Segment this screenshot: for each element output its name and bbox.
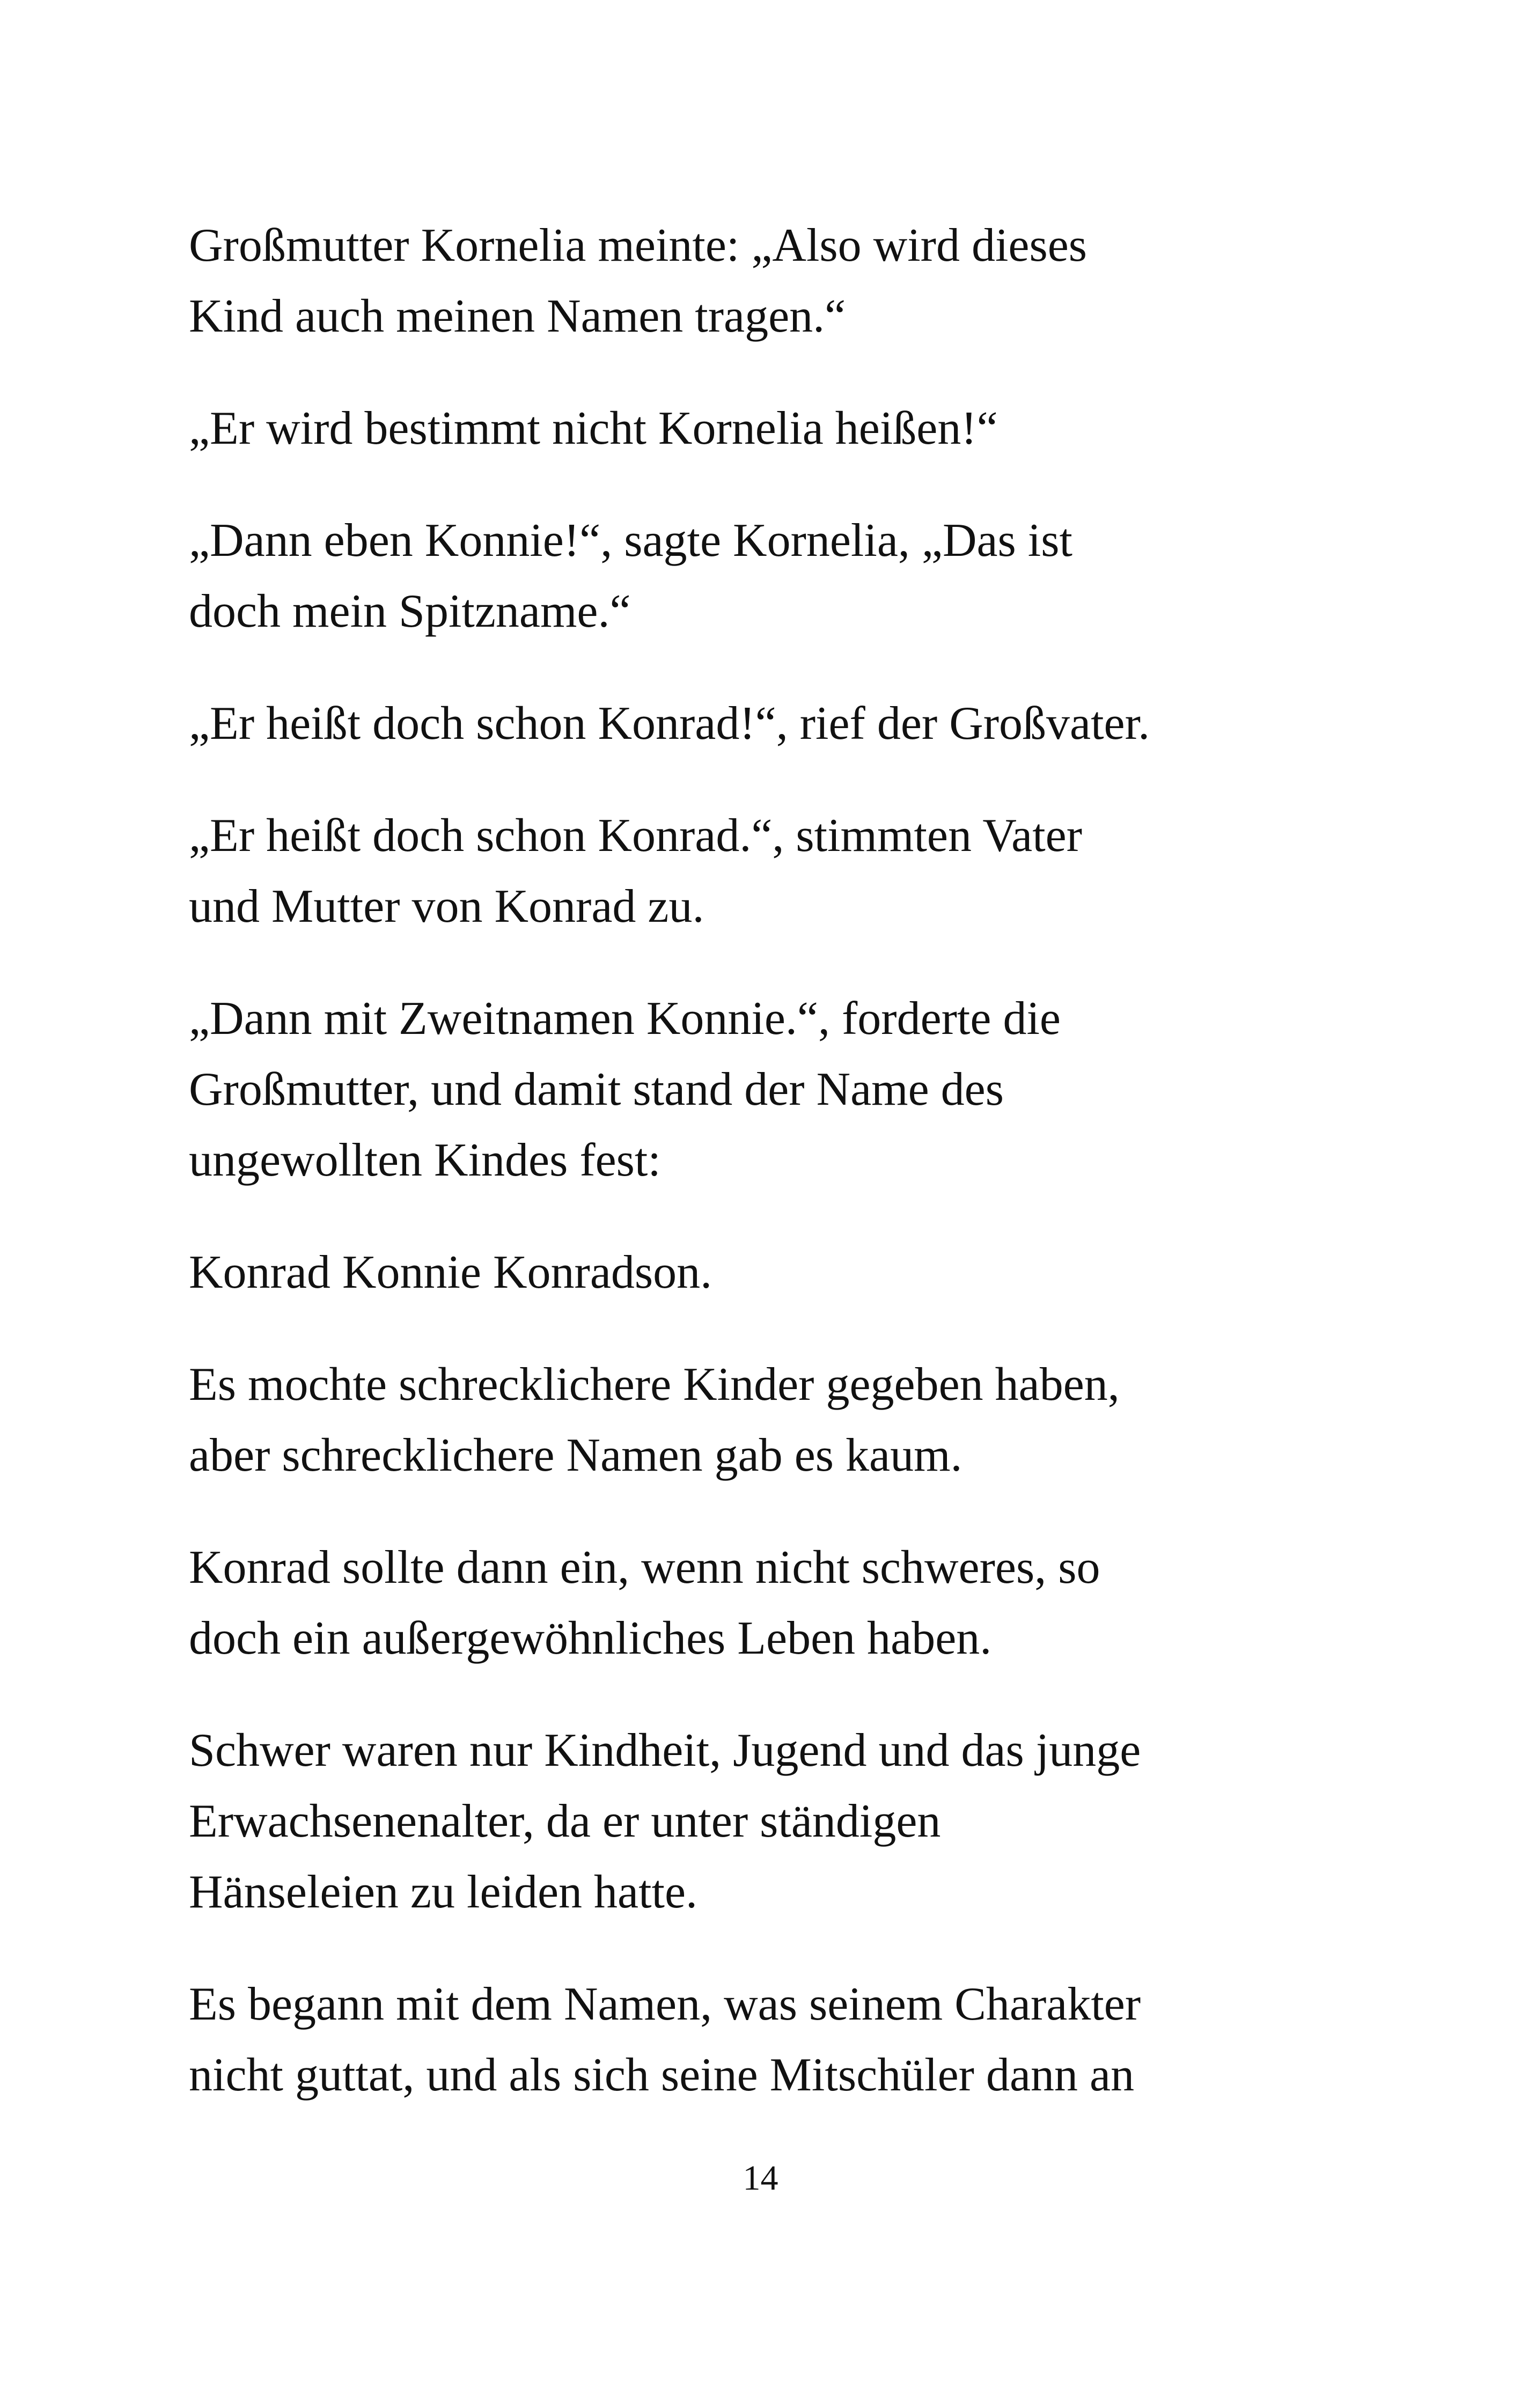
page-body bbox=[189, 210, 1337, 2152]
paragraph bbox=[189, 393, 1337, 464]
paragraph bbox=[189, 505, 1337, 647]
text-line: Kind auch meinen Namen tragen.“ bbox=[189, 290, 846, 342]
paragraph bbox=[189, 1715, 1337, 1928]
text-line: doch ein außergewöhnliches Leben haben. bbox=[189, 1612, 992, 1664]
text-line: ungewollten Kindes fest: bbox=[189, 1134, 661, 1186]
text-line: doch mein Spitzname.“ bbox=[189, 585, 631, 637]
text-line: Konrad Konnie Konradson. bbox=[189, 1246, 712, 1298]
text-line: „Er wird bestimmt nicht Kornelia heißen!“ bbox=[189, 402, 998, 454]
text-line: Erwachsenenalter, da er unter ständigen bbox=[189, 1795, 941, 1847]
text-line: Schwer waren nur Kindheit, Jugend und das junge bbox=[189, 1724, 1141, 1776]
text-line: Es mochte schrecklichere Kinder gegeben haben, bbox=[189, 1359, 1120, 1411]
paragraph bbox=[189, 688, 1337, 759]
paragraph bbox=[189, 1237, 1337, 1308]
text-line: Großmutter, und damit stand der Name des bbox=[189, 1063, 1004, 1115]
paragraph bbox=[189, 1969, 1337, 2111]
text-line: und Mutter von Konrad zu. bbox=[189, 880, 704, 933]
text-line: nicht guttat, und als sich seine Mitschüler dann an bbox=[189, 2049, 1135, 2101]
text-line: „Er heißt doch schon Konrad.“, stimmten Vater bbox=[189, 810, 1083, 862]
text-line: „Dann eben Konnie!“, sagte Kornelia, „Das ist bbox=[189, 515, 1072, 567]
text-line: Hänseleien zu leiden hatte. bbox=[189, 1866, 698, 1918]
text-line: aber schrecklichere Namen gab es kaum. bbox=[189, 1429, 962, 1481]
text-line: Es begann mit dem Namen, was seinem Charakter bbox=[189, 1978, 1141, 2030]
page-number: 14 bbox=[743, 2159, 778, 2198]
text-line: Konrad sollte dann ein, wenn nicht schweres, so bbox=[189, 1541, 1100, 1594]
text-line: „Er heißt doch schon Konrad!“, rief der Großvater. bbox=[189, 698, 1150, 750]
paragraph bbox=[189, 1349, 1337, 1491]
text-line: Großmutter Kornelia meinte: „Also wird dieses bbox=[189, 219, 1088, 271]
paragraph bbox=[189, 983, 1337, 1196]
paragraph bbox=[189, 1532, 1337, 1674]
paragraph bbox=[189, 210, 1337, 352]
text-line: „Dann mit Zweitnamen Konnie.“, forderte die bbox=[189, 993, 1061, 1045]
paragraph bbox=[189, 801, 1337, 942]
